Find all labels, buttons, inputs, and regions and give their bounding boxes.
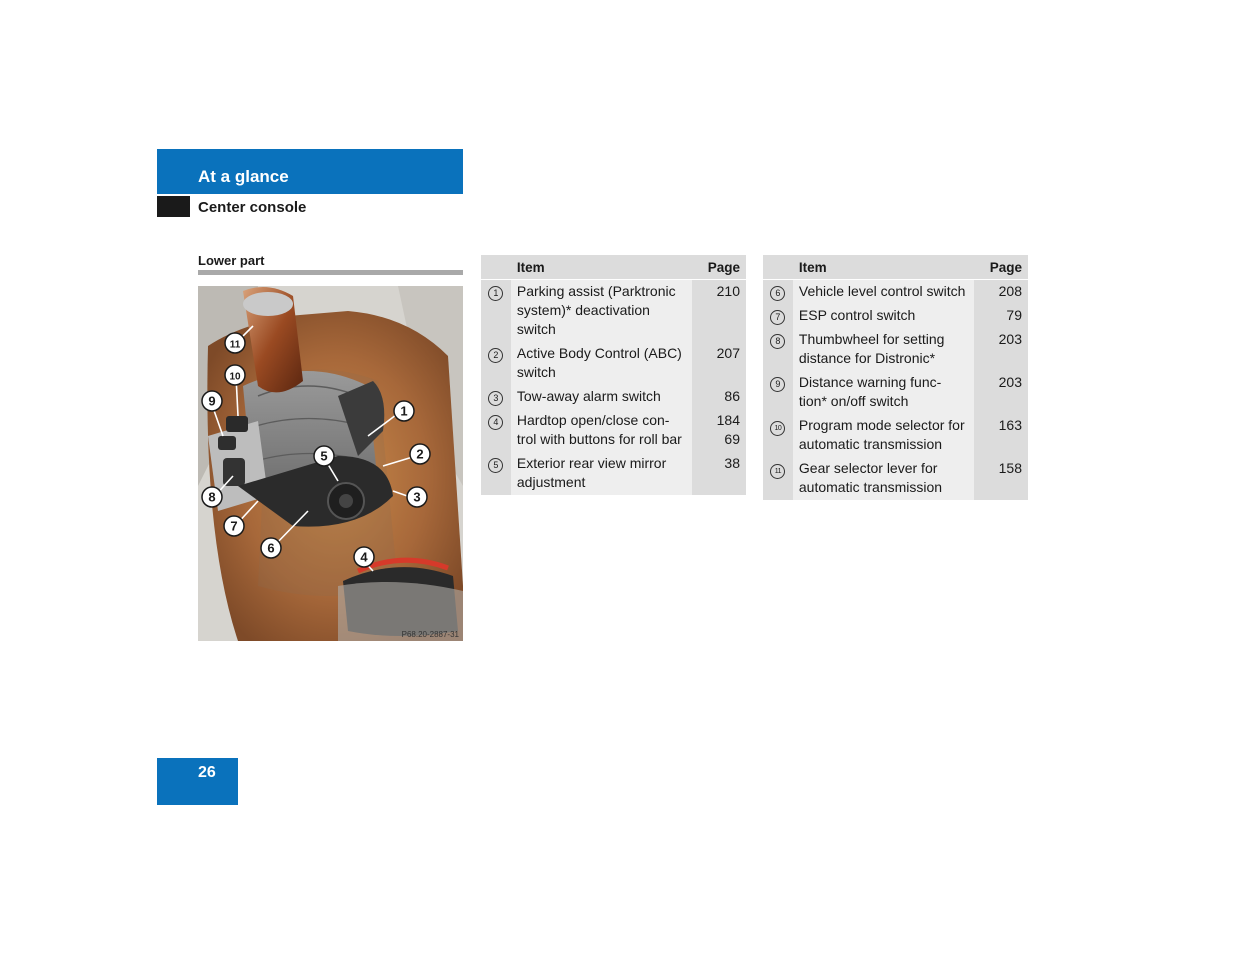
col-item-header: Item: [793, 255, 974, 280]
item-number: 7: [770, 310, 785, 325]
callout-4: [354, 547, 374, 567]
item-description: Active Body Control (ABC) switch: [511, 342, 692, 385]
table-row: [763, 304, 1028, 328]
item-description: Program mode selector for automatic transmission: [793, 414, 974, 457]
item-page: 38: [692, 452, 746, 495]
item-description: Exterior rear view mirror adjustment: [511, 452, 692, 495]
col-page-header: Page: [974, 255, 1028, 280]
svg-text:8: 8: [208, 489, 216, 505]
item-description: Parking assist (Parktronic system)* deactivation switch: [511, 280, 692, 343]
svg-text:2: 2: [416, 446, 424, 462]
callout-5: [314, 446, 334, 466]
item-number: 9: [770, 377, 785, 392]
svg-text:1: 1: [400, 403, 408, 419]
item-description: Vehicle level control switch: [793, 280, 974, 305]
svg-text:10: 10: [229, 371, 241, 383]
callout-7: [224, 516, 244, 536]
item-page: 163: [974, 414, 1028, 457]
callout-11: [225, 333, 245, 353]
section-title: Center console: [198, 199, 307, 216]
center-console-illustration: [198, 286, 463, 641]
item-number: 5: [488, 458, 503, 473]
page-number: 26: [198, 764, 216, 781]
svg-text:4: 4: [360, 549, 368, 565]
item-page: 184 69: [692, 409, 746, 452]
item-description: ESP control switch: [793, 304, 974, 328]
callout-6: [261, 538, 281, 558]
table-row: [481, 409, 746, 452]
item-page: 208: [974, 280, 1028, 305]
callout-2: [410, 444, 430, 464]
subsection-rule: [198, 270, 463, 275]
col-number-header: [763, 255, 793, 280]
item-number: 11: [770, 464, 785, 479]
item-page: 86: [692, 385, 746, 409]
svg-text:11: 11: [229, 339, 241, 351]
table-row: [763, 371, 1028, 414]
svg-text:3: 3: [413, 489, 421, 505]
item-page: 79: [974, 304, 1028, 328]
svg-text:5: 5: [320, 448, 328, 464]
item-description: Thumbwheel for setting distance for Distronic*: [793, 328, 974, 371]
table-row: [763, 414, 1028, 457]
items-table-right: [763, 255, 1028, 500]
callout-8: [202, 487, 222, 507]
item-number: 10: [770, 421, 785, 436]
item-description: Tow-away alarm switch: [511, 385, 692, 409]
item-page: 207: [692, 342, 746, 385]
table-row: [481, 452, 746, 495]
items-table-left: [481, 255, 746, 495]
table-row: [481, 342, 746, 385]
callout-3: [407, 487, 427, 507]
item-page: 158: [974, 457, 1028, 500]
callout-1: [394, 401, 414, 421]
item-number: 3: [488, 391, 503, 406]
item-page: 203: [974, 328, 1028, 371]
item-description: Gear selector lever for automatic transmission: [793, 457, 974, 500]
item-number: 1: [488, 286, 503, 301]
subsection-title: Lower part: [198, 253, 265, 268]
item-description: Hardtop open/close con-trol with buttons for roll bar: [511, 409, 692, 452]
section-marker: [157, 196, 190, 217]
col-number-header: [481, 255, 511, 280]
table-row: [481, 280, 746, 343]
col-page-header: Page: [692, 255, 746, 280]
table-row: [481, 385, 746, 409]
item-page: 210: [692, 280, 746, 343]
chapter-title: At a glance: [198, 167, 289, 186]
item-number: 4: [488, 415, 503, 430]
callout-10: [225, 365, 245, 385]
item-number: 6: [770, 286, 785, 301]
center-console-photo: [198, 286, 463, 641]
col-item-header: Item: [511, 255, 692, 280]
photo-reference-code: P68.20-2887-31: [401, 630, 459, 639]
svg-text:7: 7: [230, 518, 238, 534]
table-row: [763, 328, 1028, 371]
item-description: Distance warning func-tion* on/off switch: [793, 371, 974, 414]
item-number: 8: [770, 334, 785, 349]
table-row: [763, 457, 1028, 500]
svg-text:6: 6: [267, 540, 275, 556]
item-page: 203: [974, 371, 1028, 414]
table-row: [763, 280, 1028, 305]
svg-text:9: 9: [208, 393, 216, 409]
callout-9: [202, 391, 222, 411]
item-number: 2: [488, 348, 503, 363]
